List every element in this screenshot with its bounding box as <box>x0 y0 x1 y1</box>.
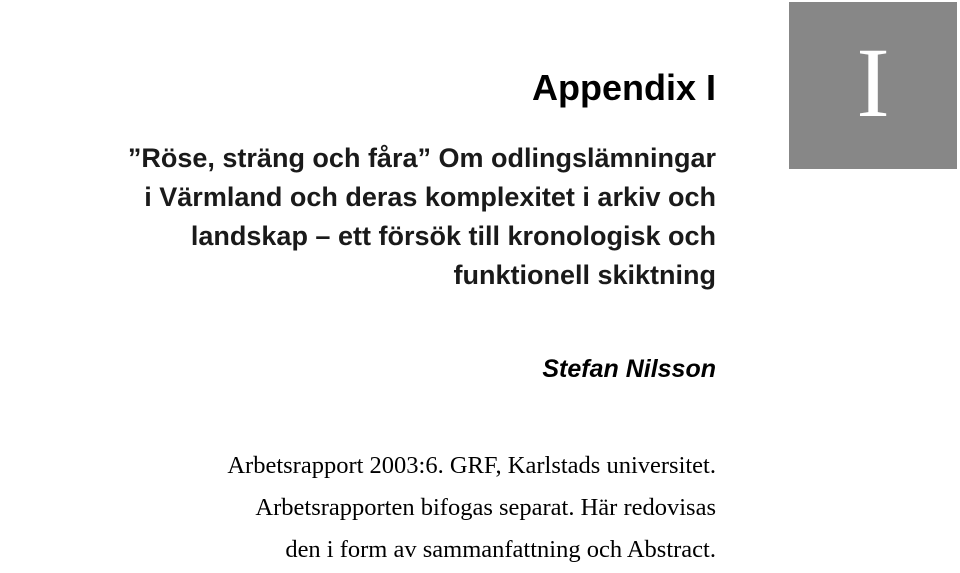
appendix-heading: Appendix I <box>531 67 716 108</box>
author-name: Stefan Nilsson <box>542 355 716 383</box>
report-title-line: i Värmland och deras komplexitet i arkiv och <box>144 182 716 212</box>
report-description <box>227 445 716 571</box>
report-title-line: ”Röse, sträng och fåra” Om odlingslämningar <box>127 143 716 173</box>
report-title <box>128 139 716 295</box>
report-title-line: funktionell skiktning <box>453 260 716 290</box>
description-line: Arbetsrapporten bifogas separat. Här redovisas <box>255 494 716 521</box>
report-title-line: landskap – ett försök till kronologisk och <box>190 221 716 251</box>
description-line: den i form av sammanfattning och Abstract. <box>285 536 716 563</box>
appendix-tab-letter: I <box>856 26 890 138</box>
appendix-tab <box>789 2 957 169</box>
description-line: Arbetsrapport 2003:6. GRF, Karlstads universitet. <box>227 452 716 479</box>
